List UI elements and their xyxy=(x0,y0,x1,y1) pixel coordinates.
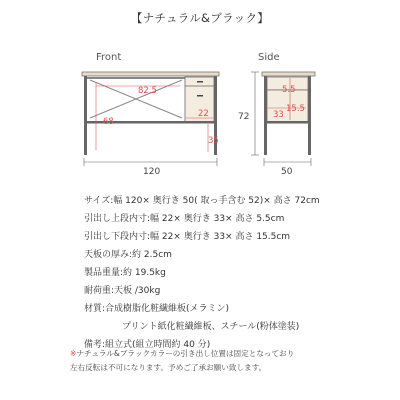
front-view-label: Front xyxy=(96,52,122,63)
front-top-span-label: 82.5 xyxy=(138,86,157,96)
side-front-leg xyxy=(264,76,267,155)
spec-load-capacity: 耐荷重:天板 /30kg xyxy=(84,286,161,296)
front-top-board xyxy=(82,72,219,76)
note-line-1: ナチュラル&ブラックカラーの引き出し位置は固定となっており xyxy=(76,349,295,358)
shelf-height-label: 35 xyxy=(208,136,219,146)
spec-size: サイズ:幅 120× 奥行き 50( 取っ手含む 52)× 高さ 72cm xyxy=(84,196,320,206)
side-depth-label: 50 xyxy=(281,167,293,177)
front-view-drawing xyxy=(82,72,219,177)
spec-lower-drawer: 引出し下段内寸:幅 22× 奥行き 33× 高さ 15.5cm xyxy=(84,232,291,242)
side-top-board xyxy=(262,72,315,76)
drawer-width-label: 22 xyxy=(198,109,209,119)
spec-upper-drawer: 引出し上段内寸:幅 22× 奥行き 33× 高さ 5.5cm xyxy=(84,214,285,224)
spec-remarks: 備考:組立式(組立時間約 40 分) xyxy=(84,340,211,350)
front-height-label: 68 xyxy=(103,117,114,127)
side-drawer-depth-label: 33 xyxy=(273,110,284,120)
page-title: 【ナチュラル&ブラック】 xyxy=(130,11,270,25)
side-lower-bar xyxy=(267,121,308,124)
spec-top-thickness: 天板の厚み:約 2.5cm xyxy=(84,250,172,260)
side-view-label: Side xyxy=(258,52,280,63)
note-mark: ※ xyxy=(70,349,77,358)
front-left-leg xyxy=(84,76,87,155)
side-view-drawing xyxy=(238,72,315,177)
spec-weight: 製品重量:約 19.5kg xyxy=(84,268,166,278)
front-width-label: 120 xyxy=(143,167,161,177)
drawer-handle-upper xyxy=(197,81,203,83)
note-line-2: 左右反転は不可になります。予めご了承お願い致します。 xyxy=(70,363,267,372)
side-drawer-upper-height-label: 5.5 xyxy=(282,85,296,95)
drawer-handle-lower xyxy=(197,95,203,97)
spec-list xyxy=(84,192,320,354)
front-upper-bar xyxy=(87,77,185,79)
side-back-leg xyxy=(308,76,311,155)
spec-material: 材質:合成樹脂化粧繊維板(メラミン) xyxy=(84,304,230,314)
side-height-label: 72 xyxy=(238,112,250,122)
spec-material-continued: プリント紙化粧繊維板、スチール(粉体塗装) xyxy=(122,322,300,332)
side-drawer-lower-height-label: 15.5 xyxy=(286,104,305,114)
caution-note xyxy=(70,347,294,375)
